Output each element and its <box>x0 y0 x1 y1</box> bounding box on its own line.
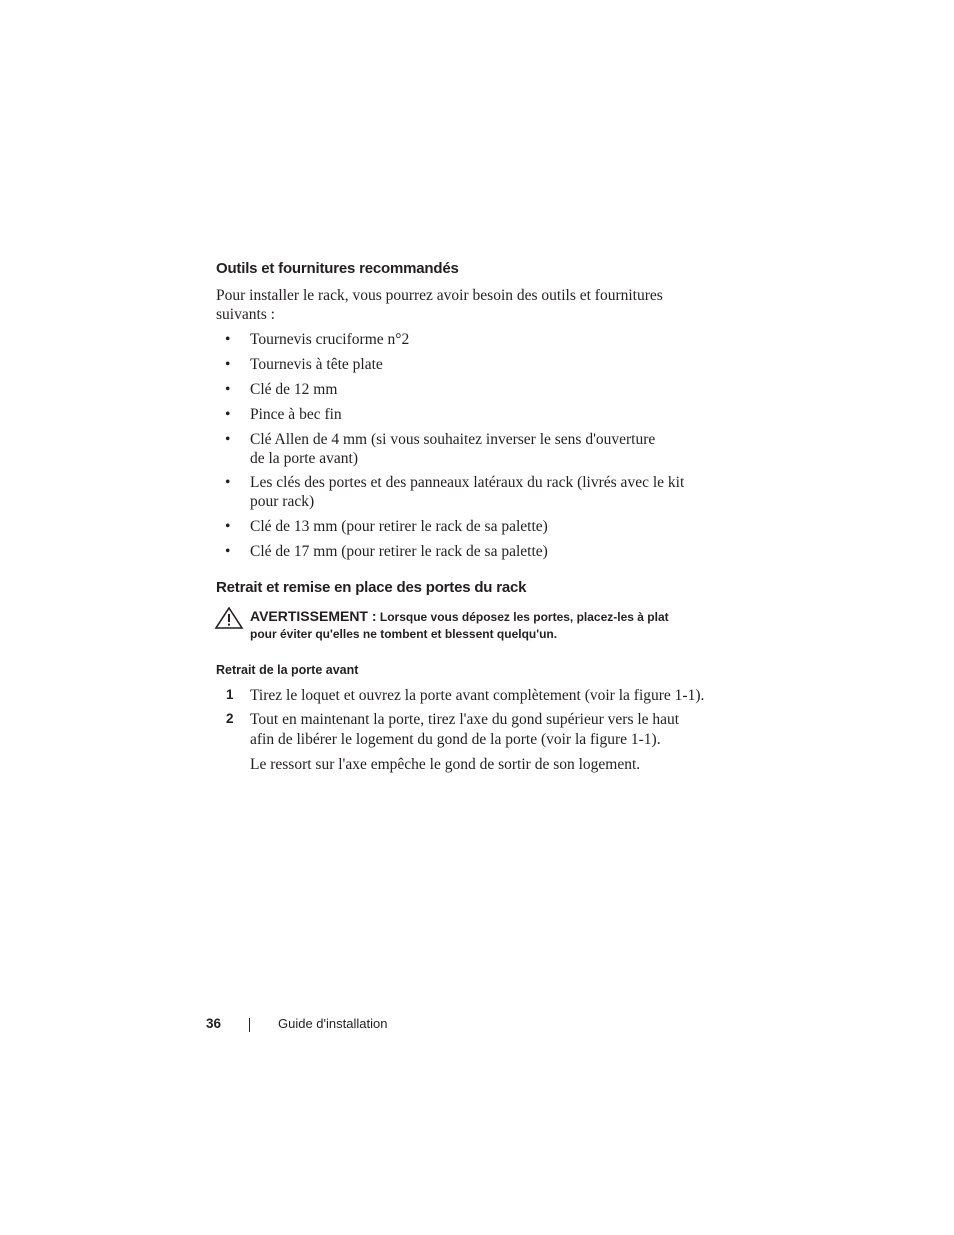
step-text-continued: afin de libérer le logement du gond de la porte (voir la figure 1-1). <box>250 731 661 748</box>
bullet-icon: • <box>225 474 231 491</box>
list-item-text: Clé de 12 mm <box>250 381 338 398</box>
footer-divider <box>249 1018 250 1032</box>
bullet-icon: • <box>225 518 231 535</box>
bullet-icon: • <box>225 543 231 560</box>
page-number: 36 <box>206 1016 222 1031</box>
list-item-text: Tournevis cruciforme n°2 <box>250 331 410 348</box>
section-heading-doors: Retrait et remise en place des portes du rack <box>216 579 527 596</box>
intro-text <box>216 286 663 324</box>
list-item-text: Tournevis à tête plate <box>250 356 383 373</box>
intro-line-2: suivants : <box>216 306 275 323</box>
bullet-icon: • <box>225 406 231 423</box>
step-number: 2 <box>226 711 234 726</box>
bullet-icon: • <box>225 381 231 398</box>
step-note: Le ressort sur l'axe empêche le gond de sortir de son logement. <box>250 756 641 773</box>
intro-line-1: Pour installer le rack, vous pourrez avoir besoin des outils et fournitures <box>216 287 663 304</box>
step-text: Tirez le loquet et ouvrez la porte avant complètement (voir la figure 1-1). <box>250 687 705 704</box>
warning-label: AVERTISSEMENT : <box>250 608 377 624</box>
warning-icon <box>214 606 244 630</box>
step-number: 1 <box>226 687 234 702</box>
subheading-front-door: Retrait de la porte avant <box>216 663 359 677</box>
bullet-icon: • <box>225 431 231 448</box>
section-heading-tools: Outils et fournitures recommandés <box>216 260 459 277</box>
list-item-text: Clé de 13 mm (pour retirer le rack de sa palette) <box>250 518 548 535</box>
warning-text-line-1 <box>250 608 669 624</box>
list-item-text: Les clés des portes et des panneaux latéraux du rack (livrés avec le kit <box>250 474 685 491</box>
step-text: Tout en maintenant la porte, tirez l'axe du gond supérieur vers le haut <box>250 711 680 728</box>
warning-message: Lorsque vous déposez les portes, placez-les à plat <box>379 610 669 624</box>
bullet-icon: • <box>225 331 231 348</box>
warning-text-line-2: pour éviter qu'elles ne tombent et blessent quelqu'un. <box>250 627 558 641</box>
list-item-text-continued: pour rack) <box>250 493 315 510</box>
list-item-text-continued: de la porte avant) <box>250 450 359 467</box>
list-item-text: Pince à bec fin <box>250 406 342 423</box>
list-item-text: Clé Allen de 4 mm (si vous souhaitez inverser le sens d'ouverture <box>250 431 656 448</box>
bullet-icon: • <box>225 356 231 373</box>
list-item-text: Clé de 17 mm (pour retirer le rack de sa palette) <box>250 543 548 560</box>
footer-title: Guide d'installation <box>278 1016 388 1031</box>
